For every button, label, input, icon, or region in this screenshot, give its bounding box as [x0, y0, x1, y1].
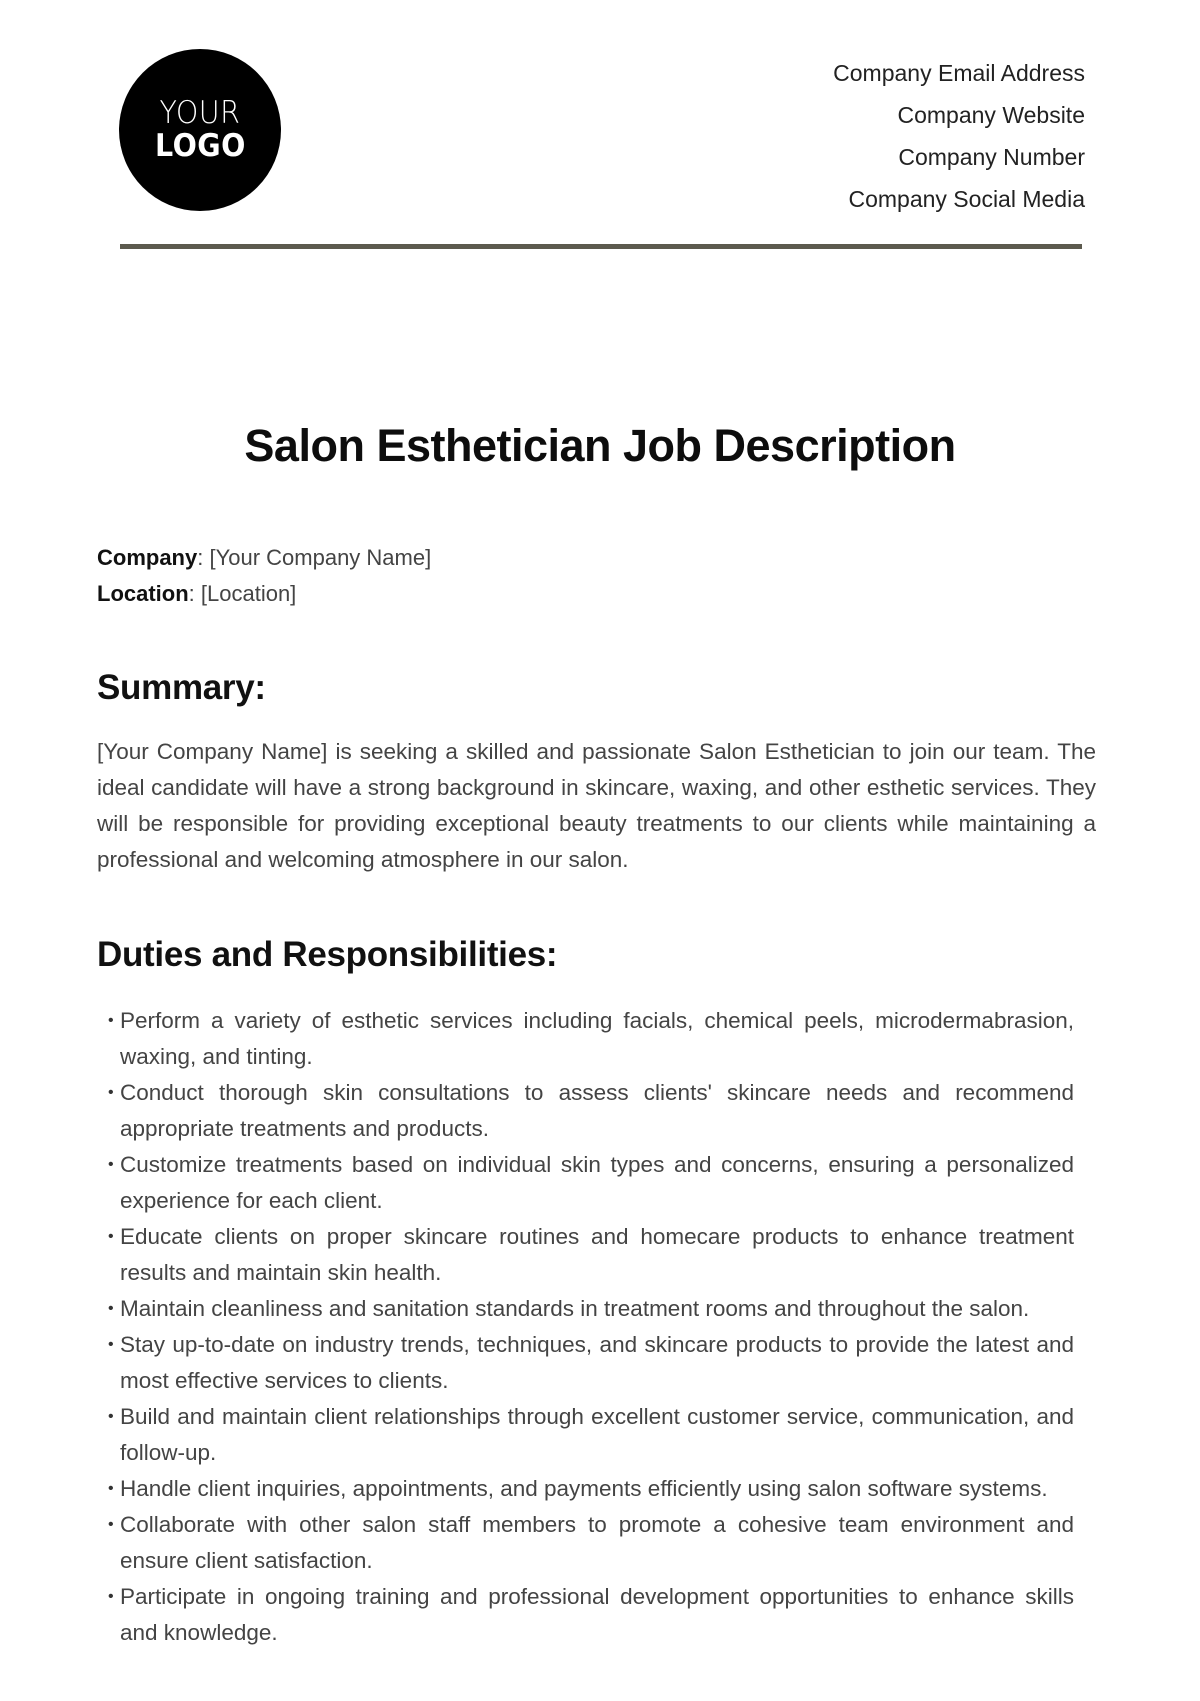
bullet-icon: •: [108, 1336, 114, 1353]
duty-item: • Collaborate with other salon staff members to promote a cohesive team environment and ensure client satisfaction.: [108, 1507, 1074, 1579]
bullet-icon: •: [108, 1516, 114, 1533]
duty-item: • Educate clients on proper skincare routines and homecare products to enhance treatment results and maintain skin health.: [108, 1219, 1074, 1291]
location-row: [97, 576, 431, 612]
bullet-icon: •: [108, 1300, 114, 1317]
logo-text-logo: LOGO: [154, 128, 246, 164]
location-value: : [Location]: [188, 581, 297, 606]
duty-item: • Customize treatments based on individual skin types and concerns, ensuring a personalized experience for each client.: [108, 1147, 1074, 1219]
company-website: Company Website: [897, 102, 1085, 128]
duty-item: • Handle client inquiries, appointments, and payments efficiently using salon software systems.: [108, 1471, 1074, 1507]
company-social-media: Company Social Media: [848, 186, 1085, 212]
duties-list: [108, 1003, 1074, 1651]
location-label: Location: [97, 581, 189, 606]
duties-heading: Duties and Responsibilities:: [97, 935, 558, 974]
job-meta: [97, 540, 431, 612]
duty-item: • Perform a variety of esthetic services including facials, chemical peels, microdermabrasion, waxing, and tinting.: [108, 1003, 1074, 1075]
bullet-icon: •: [108, 1480, 114, 1497]
company-logo: [119, 49, 281, 211]
company-contact-block: [833, 52, 1085, 220]
duty-item: • Maintain cleanliness and sanitation standards in treatment rooms and throughout the salon.: [108, 1291, 1074, 1327]
company-number: Company Number: [898, 144, 1085, 170]
summary-text: [Your Company Name] is seeking a skilled and passionate Salon Esthetician to join our team. The ideal candidate will have a strong background in skincare, waxing, and other esthetic services. They will be responsible for providing exceptional beauty treatments to our clients while maintaining a professional and welcoming atmosphere in our salon.: [97, 739, 1096, 872]
bullet-icon: •: [108, 1156, 114, 1173]
duty-item: • Stay up-to-date on industry trends, techniques, and skincare products to provide the latest and most effective services to clients.: [108, 1327, 1074, 1399]
summary-heading: Summary:: [97, 668, 266, 707]
company-label: Company: [97, 545, 198, 570]
bullet-icon: •: [108, 1084, 114, 1101]
bullet-icon: •: [108, 1012, 114, 1029]
company-value: : [Your Company Name]: [197, 545, 432, 570]
duty-item: • Conduct thorough skin consultations to assess clients' skincare needs and recommend appropriate treatments and products.: [108, 1075, 1074, 1147]
duty-item: • Build and maintain client relationships through excellent customer service, communication, and follow-up.: [108, 1399, 1074, 1471]
document-title: Salon Esthetician Job Description: [244, 420, 956, 471]
header-divider: [120, 244, 1082, 249]
bullet-icon: •: [108, 1408, 114, 1425]
company-row: [97, 540, 431, 576]
duty-item: • Participate in ongoing training and professional development opportunities to enhance skills and knowledge.: [108, 1579, 1074, 1651]
company-email: Company Email Address: [833, 60, 1085, 86]
bullet-icon: •: [108, 1228, 114, 1245]
logo-text-your: YOUR: [159, 95, 241, 131]
bullet-icon: •: [108, 1588, 114, 1605]
